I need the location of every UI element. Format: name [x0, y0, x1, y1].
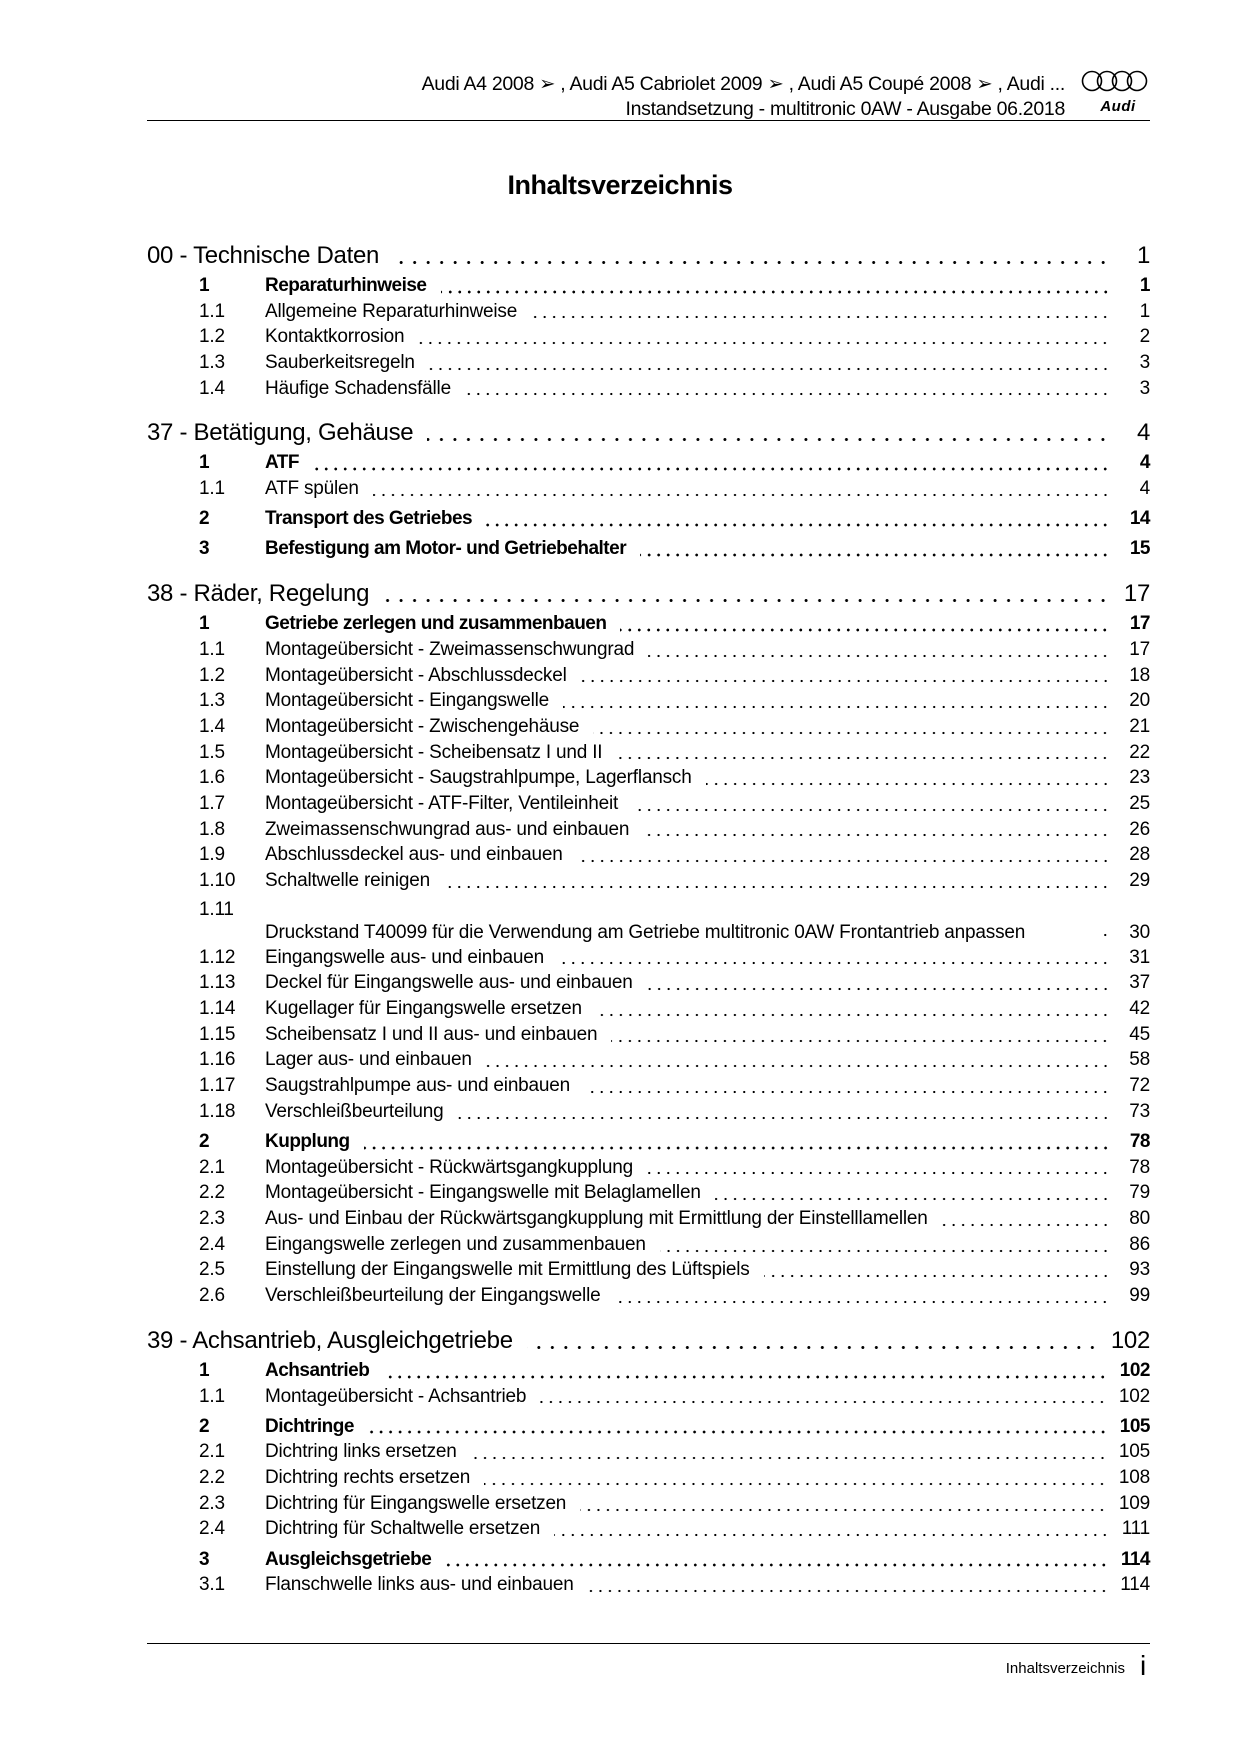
toc-subsection[interactable] — [147, 663, 1150, 689]
dot-leader — [764, 1274, 1110, 1278]
dot-leader — [393, 260, 1110, 265]
toc-number: 2.2 — [199, 1182, 225, 1204]
toc-number: 1.15 — [199, 1023, 236, 1045]
table-of-contents — [147, 239, 1150, 1598]
toc-label: Montageübersicht - Eingangswelle — [265, 690, 550, 712]
toc-subsection[interactable] — [147, 688, 1150, 714]
toc-label: Häufige Schadensfälle — [265, 377, 451, 399]
toc-section[interactable] — [147, 1358, 1150, 1384]
toc-label: Befestigung am Motor- und Getriebehalter — [265, 538, 627, 560]
toc-page-number: 15 — [1129, 538, 1150, 560]
toc-number: 2.3 — [199, 1492, 225, 1514]
dot-leader — [445, 1563, 1109, 1567]
toc-number: 1.4 — [199, 377, 225, 399]
toc-page-number: 80 — [1129, 1208, 1150, 1230]
dot-leader — [458, 1116, 1110, 1120]
toc-section[interactable] — [147, 506, 1150, 532]
dot-leader — [581, 679, 1110, 683]
dot-leader — [614, 1300, 1110, 1304]
dot-leader — [531, 315, 1110, 319]
toc-label: Montageübersicht - Rückwärtsgangkupplung — [265, 1156, 633, 1178]
header-rule — [147, 120, 1150, 121]
toc-number: 2.4 — [199, 1518, 225, 1540]
toc-label: Sauberkeitsregeln — [265, 352, 415, 374]
toc-label: 38 - Räder, Regelung — [147, 580, 370, 608]
toc-label: Transport des Getriebes — [265, 508, 473, 530]
toc-page-number: 114 — [1120, 1574, 1150, 1596]
toc-label: 00 - Technische Daten — [147, 242, 380, 269]
toc-subsection[interactable] — [147, 1517, 1150, 1543]
dot-leader — [706, 782, 1110, 786]
toc-page-number: 17 — [1129, 613, 1150, 635]
toc-page-number: 23 — [1129, 767, 1150, 789]
dot-leader — [418, 341, 1110, 345]
toc-chapter[interactable] — [147, 416, 1150, 450]
toc-label: ATF — [265, 452, 300, 474]
toc-label: Achsantrieb — [265, 1359, 370, 1381]
dot-leader — [313, 467, 1110, 471]
dot-leader — [465, 392, 1110, 396]
toc-subsection[interactable] — [147, 1384, 1150, 1410]
toc-subsection[interactable] — [147, 765, 1150, 791]
toc-subsection[interactable] — [147, 1022, 1150, 1048]
toc-label: Kupplung — [265, 1131, 350, 1153]
toc-label: Montageübersicht - Eingangswelle mit Belaglamellen — [265, 1182, 701, 1204]
toc-label: Deckel für Eingangswelle aus- und einbauen — [265, 972, 633, 994]
toc-number: 2 — [199, 1415, 210, 1437]
toc-subsection[interactable] — [147, 1439, 1150, 1465]
toc-label: Allgemeine Reparaturhinweise — [265, 300, 518, 322]
toc-label: Eingangswelle aus- und einbauen — [265, 946, 545, 968]
dot-leader — [611, 1039, 1110, 1043]
toc-subsection[interactable] — [147, 740, 1150, 766]
dot-leader — [580, 1508, 1107, 1512]
page-title: Inhaltsverzeichnis — [507, 170, 733, 200]
toc-number: 1.7 — [199, 792, 225, 814]
toc-number: 1.11 — [199, 898, 234, 920]
toc-page-number: 73 — [1129, 1100, 1150, 1122]
toc-number: 1.1 — [199, 1385, 225, 1407]
toc-page-number: 114 — [1120, 1548, 1150, 1570]
toc-label: Verschleißbeurteilung der Eingangswelle — [265, 1285, 601, 1307]
toc-subsection[interactable] — [147, 714, 1150, 740]
dot-leader — [427, 437, 1110, 442]
toc-number: 1.16 — [199, 1049, 236, 1071]
toc-page-number: 14 — [1129, 508, 1150, 530]
toc-label: Lager aus- und einbauen — [265, 1049, 472, 1071]
toc-number: 1.12 — [199, 946, 236, 968]
toc-number: 1.1 — [199, 638, 225, 660]
dot-leader — [368, 1430, 1108, 1434]
toc-label: Montageübersicht - Achsantrieb — [265, 1385, 527, 1407]
toc-number: 1.2 — [199, 664, 225, 686]
dot-leader — [942, 1223, 1110, 1227]
toc-page-number: 22 — [1129, 741, 1150, 763]
dot-leader — [444, 885, 1110, 889]
toc-number: 1.17 — [199, 1075, 236, 1097]
dot-leader — [429, 367, 1110, 371]
toc-number: 1.5 — [199, 741, 225, 763]
dot-leader — [616, 756, 1110, 760]
toc-label: Kugellager für Eingangswelle ersetzen — [265, 998, 582, 1020]
dot-leader — [620, 628, 1110, 632]
toc-page-number: 72 — [1129, 1075, 1150, 1097]
dot-leader — [373, 493, 1110, 497]
toc-subsection[interactable] — [147, 376, 1150, 402]
toc-subsection[interactable] — [147, 868, 1150, 894]
toc-label: Dichtring für Eingangswelle ersetzen — [265, 1492, 567, 1514]
toc-subsection[interactable] — [147, 894, 1150, 945]
toc-number: 2.6 — [199, 1285, 225, 1307]
toc-label: Dichtring rechts ersetzen — [265, 1467, 471, 1489]
dot-leader — [640, 553, 1110, 557]
toc-page-number: 45 — [1129, 1023, 1150, 1045]
toc-subsection[interactable] — [147, 476, 1150, 502]
toc-number: 1 — [199, 1359, 210, 1381]
dot-leader — [558, 961, 1110, 965]
toc-label: Kontaktkorrosion — [265, 326, 405, 348]
toc-label: Ausgleichsgetriebe — [265, 1548, 432, 1570]
audi-logo-text: Audi — [1100, 98, 1136, 115]
toc-page-number: 78 — [1129, 1156, 1150, 1178]
toc-subsection[interactable] — [147, 1180, 1150, 1206]
toc-number: 3.1 — [199, 1574, 225, 1596]
toc-number: 2.2 — [199, 1467, 225, 1489]
toc-label: Flanschwelle links aus- und einbauen — [265, 1574, 574, 1596]
dot-leader — [364, 1146, 1110, 1150]
toc-page-number: 3 — [1139, 377, 1150, 399]
toc-label: Getriebe zerlegen und zusammenbauen — [265, 613, 607, 635]
toc-subsection[interactable] — [147, 996, 1150, 1022]
dot-leader — [1099, 933, 1110, 937]
toc-number: 1.18 — [199, 1100, 236, 1122]
toc-subsection[interactable] — [147, 1155, 1150, 1181]
toc-label: Scheibensatz I und II aus- und einbauen — [265, 1023, 598, 1045]
toc-number: 1.2 — [199, 326, 225, 348]
toc-section[interactable] — [147, 537, 1150, 563]
dot-leader — [593, 731, 1110, 735]
toc-page-number: 3 — [1139, 352, 1150, 374]
toc-subsection[interactable] — [147, 842, 1150, 868]
toc-page-number: 2 — [1139, 326, 1150, 348]
toc-section[interactable] — [147, 450, 1150, 476]
toc-page-number: 58 — [1129, 1049, 1150, 1071]
toc-subsection[interactable] — [147, 1465, 1150, 1491]
toc-section[interactable] — [147, 273, 1150, 299]
toc-page-number: 79 — [1129, 1182, 1150, 1204]
toc-label: Dichtring links ersetzen — [265, 1441, 457, 1463]
toc-page-number: 17 — [1129, 638, 1150, 660]
toc-label: Dichtring für Schaltwelle ersetzen — [265, 1518, 541, 1540]
footer-page-number: i — [1140, 1650, 1147, 1681]
toc-subsection[interactable] — [147, 1206, 1150, 1232]
toc-number: 2 — [199, 508, 210, 530]
toc-number: 1.10 — [199, 870, 236, 892]
toc-page-number: 102 — [1118, 1385, 1150, 1407]
toc-page-number: 17 — [1123, 580, 1150, 608]
dot-leader — [647, 1171, 1110, 1175]
dot-leader — [632, 808, 1110, 812]
toc-subsection[interactable] — [147, 791, 1150, 817]
toc-label: Montageübersicht - ATF-Filter, Ventileinheit — [265, 792, 619, 814]
toc-number: 2.1 — [199, 1441, 225, 1463]
toc-label: ATF spülen — [265, 478, 359, 500]
toc-number: 1.8 — [199, 818, 225, 840]
toc-number: 1.3 — [199, 690, 225, 712]
toc-section[interactable] — [147, 611, 1150, 637]
toc-number: 1.14 — [199, 998, 236, 1020]
toc-page-number: 99 — [1129, 1285, 1150, 1307]
toc-subsection[interactable] — [147, 1073, 1150, 1099]
toc-subsection[interactable] — [147, 945, 1150, 971]
toc-page-number: 4 — [1139, 452, 1150, 474]
toc-page-number: 78 — [1129, 1131, 1150, 1153]
toc-label: Montageübersicht - Saugstrahlpumpe, Lagerflansch — [265, 767, 692, 789]
toc-subsection[interactable] — [147, 324, 1150, 350]
toc-subsection[interactable] — [147, 1283, 1150, 1309]
dot-leader — [648, 654, 1110, 658]
toc-page-number: 1 — [1139, 274, 1150, 296]
toc-number: 1.3 — [199, 352, 225, 374]
toc-page-number: 29 — [1129, 870, 1150, 892]
toc-subsection[interactable] — [147, 1572, 1150, 1598]
toc-page-number: 4 — [1136, 419, 1150, 447]
toc-subsection[interactable] — [147, 637, 1150, 663]
toc-subsection[interactable] — [147, 1099, 1150, 1125]
toc-page-number: 102 — [1110, 1326, 1150, 1354]
toc-label: 39 - Achsantrieb, Ausgleichgetriebe — [147, 1326, 513, 1354]
toc-page-number: 18 — [1129, 664, 1150, 686]
toc-number: 2.3 — [199, 1208, 225, 1230]
toc-number: 2.4 — [199, 1233, 225, 1255]
toc-page-number: 105 — [1119, 1415, 1150, 1437]
toc-number: 1 — [199, 452, 210, 474]
toc-subsection[interactable] — [147, 1048, 1150, 1074]
dot-leader — [554, 1533, 1110, 1537]
dot-leader — [471, 1456, 1107, 1460]
toc-label: Abschlussdeckel aus- und einbauen — [265, 844, 563, 866]
toc-page-number: 31 — [1129, 946, 1150, 968]
toc-page-number: 102 — [1119, 1359, 1150, 1381]
toc-page-number: 25 — [1129, 792, 1150, 814]
toc-page-number: 30 — [1129, 921, 1150, 943]
header-subtitle: Instandsetzung - multitronic 0AW - Ausgabe 06.2018 — [625, 98, 1065, 120]
toc-page-number: 109 — [1118, 1492, 1150, 1514]
toc-chapter[interactable] — [147, 1324, 1150, 1358]
footer-rule — [147, 1643, 1150, 1644]
dot-leader — [527, 1345, 1099, 1350]
toc-page-number: 20 — [1129, 690, 1150, 712]
toc-chapter[interactable] — [147, 239, 1150, 273]
toc-number: 3 — [199, 538, 210, 560]
toc-number: 2.5 — [199, 1259, 225, 1281]
toc-label: Druckstand T40099 für die Verwendung am Getriebe multitronic 0AW Frontantrieb anpassen — [265, 921, 1026, 943]
toc-page-number: 93 — [1129, 1259, 1150, 1281]
header-models: Audi A4 2008 ➢ , Audi A5 Cabriolet 2009 ➢ , Audi A5 Coupé 2008 ➢ , Audi ... — [421, 73, 1065, 95]
toc-label: Einstellung der Eingangswelle mit Ermittlung des Lüftspiels — [265, 1259, 750, 1281]
dot-leader — [486, 1064, 1110, 1068]
toc-label: Saugstrahlpumpe aus- und einbauen — [265, 1075, 571, 1097]
dot-leader — [647, 987, 1110, 991]
toc-label: 37 - Betätigung, Gehäuse — [147, 419, 414, 447]
toc-number: 1.1 — [199, 300, 225, 322]
dot-leader — [484, 1482, 1107, 1486]
toc-page-number: 28 — [1129, 844, 1150, 866]
toc-label: Reparaturhinweise — [265, 274, 427, 296]
dot-leader — [588, 1589, 1109, 1593]
toc-subsection[interactable] — [147, 817, 1150, 843]
dot-leader — [486, 523, 1110, 527]
dot-leader — [660, 1249, 1110, 1253]
toc-label: Aus- und Einbau der Rückwärtsgangkupplung mit Ermittlung der Einstelllamellen — [265, 1208, 928, 1230]
toc-number: 1 — [199, 613, 210, 635]
toc-number: 2.1 — [199, 1156, 225, 1178]
toc-subsection[interactable] — [147, 299, 1150, 325]
toc-page-number: 4 — [1139, 478, 1150, 500]
dot-leader — [383, 1375, 1107, 1379]
toc-label: Schaltwelle reinigen — [265, 870, 430, 892]
toc-label: Zweimassenschwungrad aus- und einbauen — [265, 818, 630, 840]
toc-page-number: 111 — [1121, 1518, 1150, 1540]
dot-leader — [441, 290, 1111, 294]
toc-section[interactable] — [147, 1129, 1150, 1155]
dot-leader — [643, 833, 1110, 837]
toc-subsection[interactable] — [147, 1232, 1150, 1258]
toc-number: 1.9 — [199, 844, 225, 866]
toc-number: 1.4 — [199, 715, 225, 737]
toc-page-number: 108 — [1118, 1467, 1150, 1489]
toc-number: 1.6 — [199, 767, 225, 789]
toc-page-number: 86 — [1129, 1233, 1150, 1255]
toc-number: 1.1 — [199, 478, 225, 500]
footer-label: Inhaltsverzeichnis — [1005, 1660, 1125, 1677]
toc-label: Eingangswelle zerlegen und zusammenbauen — [265, 1233, 646, 1255]
toc-number: 3 — [199, 1548, 210, 1570]
dot-leader — [715, 1197, 1110, 1201]
dot-leader — [540, 1400, 1107, 1404]
toc-subsection[interactable] — [147, 1491, 1150, 1517]
toc-subsection[interactable] — [147, 970, 1150, 996]
dot-leader — [577, 859, 1110, 863]
toc-label: Montageübersicht - Zweimassenschwungrad — [265, 638, 635, 660]
toc-section[interactable] — [147, 1414, 1150, 1440]
toc-page-number: 21 — [1129, 715, 1150, 737]
dot-leader — [596, 1013, 1110, 1017]
toc-subsection[interactable] — [147, 350, 1150, 376]
toc-number: 2 — [199, 1131, 210, 1153]
toc-label: Verschleißbeurteilung — [265, 1100, 444, 1122]
toc-chapter[interactable] — [147, 577, 1150, 611]
dot-leader — [563, 705, 1110, 709]
toc-page-number: 42 — [1129, 998, 1150, 1020]
toc-subsection[interactable] — [147, 1258, 1150, 1284]
toc-label: Montageübersicht - Zwischengehäuse — [265, 715, 580, 737]
toc-number: 1 — [199, 274, 210, 296]
dot-leader — [383, 598, 1110, 603]
toc-label: Dichtringe — [265, 1415, 354, 1437]
toc-label: Montageübersicht - Scheibensatz I und II — [265, 741, 603, 763]
toc-label: Montageübersicht - Abschlussdeckel — [265, 664, 567, 686]
toc-section[interactable] — [147, 1547, 1150, 1573]
toc-page-number: 1 — [1139, 300, 1150, 322]
toc-page-number: 105 — [1118, 1441, 1150, 1463]
toc-number: 1.13 — [199, 972, 236, 994]
toc-page-number: 26 — [1129, 818, 1150, 840]
dot-leader — [584, 1090, 1110, 1094]
toc-page-number: 37 — [1129, 972, 1150, 994]
toc-page-number: 1 — [1136, 242, 1150, 269]
